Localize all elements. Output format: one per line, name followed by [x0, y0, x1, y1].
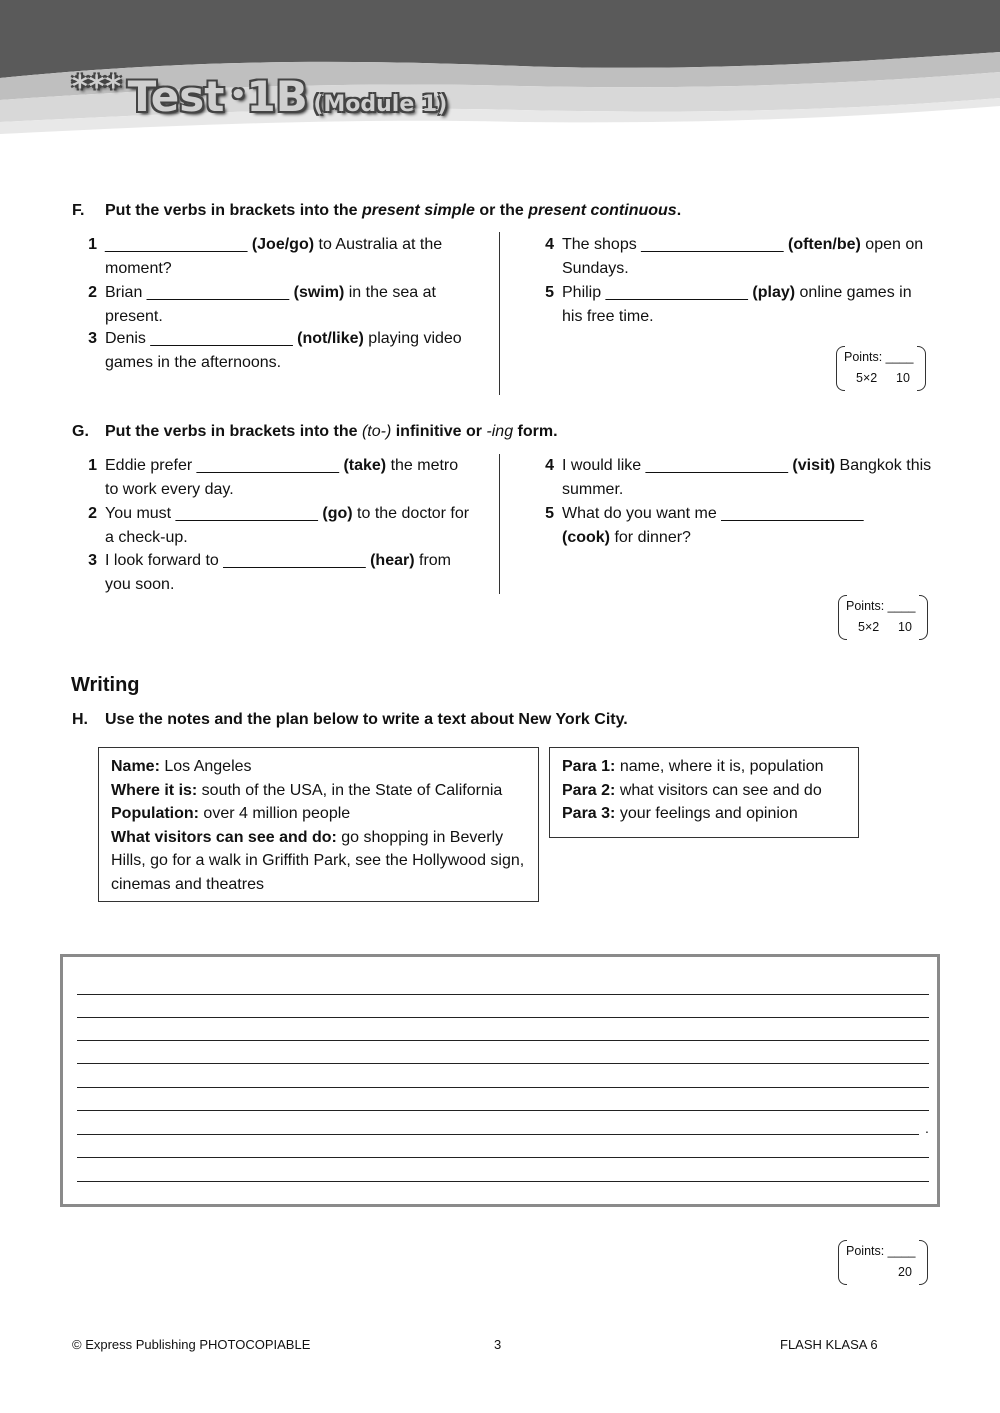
item-text: playing video games in the afternoons. [105, 330, 462, 371]
notes-label: Population: [111, 805, 199, 822]
notes-line [111, 802, 526, 826]
writing-line[interactable] [77, 1017, 929, 1018]
item-number: 1 [88, 236, 97, 253]
item-verb: (not/like) [297, 330, 364, 347]
item-verb: (take) [343, 457, 387, 474]
item-verb: (cook) [562, 528, 610, 546]
section-g-item-5 [545, 502, 892, 549]
item-text: from you soon. [105, 552, 451, 593]
title-bullet: • [229, 80, 247, 110]
plan-line [562, 802, 846, 826]
item-text: You must ________________ [105, 505, 323, 522]
section-h-letter: H. [72, 711, 88, 728]
section-g-instr-e: form. [513, 423, 558, 440]
plan-label: Para 1: [562, 758, 616, 775]
item-number: 5 [545, 505, 554, 522]
section-g-instr-d: -ing [486, 423, 514, 440]
section-f-item-5 [545, 281, 932, 328]
section-g-item-2 [88, 502, 475, 549]
notes-label: What visitors can see and do: [111, 828, 337, 846]
section-f-instr-d: present continuous [528, 202, 677, 219]
section-f-item-3 [88, 327, 475, 374]
item-text: What do you want me ________________ [562, 505, 864, 522]
title-stars: *** [72, 70, 123, 105]
item-verb: (play) [752, 284, 796, 301]
item-number: 5 [545, 284, 554, 301]
section-f-points [836, 346, 926, 392]
writing-line[interactable] [77, 1063, 929, 1064]
item-text: Brian ________________ [105, 284, 294, 301]
section-f-item-1 [88, 233, 475, 280]
section-f-instr-e: . [676, 202, 682, 219]
notes-line [111, 755, 526, 779]
section-f-instr-b: present simple [361, 202, 475, 219]
section-g-item-1 [88, 454, 475, 501]
test-title [72, 70, 447, 121]
item-number: 2 [88, 505, 97, 522]
item-text: Philip ________________ [562, 284, 753, 301]
notes-line [111, 826, 526, 897]
section-g-divider [499, 454, 500, 594]
notes-line [111, 779, 526, 803]
item-text: the metro to work every day. [105, 457, 459, 498]
item-verb: (go) [322, 505, 353, 522]
footer-book-title: FLASH KLASA 6 [780, 1337, 878, 1352]
item-text: for dinner? [610, 528, 691, 546]
item-verb: (Joe/go) [251, 236, 315, 253]
writing-heading: Writing [71, 674, 140, 696]
section-g-letter: G. [72, 423, 89, 440]
item-verb: (visit) [792, 457, 836, 474]
notes-label: Where it is: [111, 781, 198, 799]
title-code: 1B [246, 72, 308, 121]
item-text: online games in his free time. [562, 284, 912, 325]
item-text: The shops ________________ [562, 236, 788, 253]
plan-box [549, 747, 859, 838]
points-label: Points: ____ [846, 1244, 916, 1258]
section-f-divider [499, 232, 500, 395]
notes-text: Los Angeles [159, 758, 252, 775]
writing-line[interactable] [77, 1181, 929, 1182]
section-f-instr-a: Put the verbs in brackets into the [105, 202, 362, 219]
section-h-instruction: Use the notes and the plan below to write a text about New York City. [105, 711, 628, 728]
item-number: 1 [88, 457, 97, 474]
section-g-instr-b: (to-) [361, 423, 392, 440]
item-text: to Australia at the moment? [105, 236, 443, 277]
item-number: 4 [545, 457, 554, 474]
points-label: Points: ____ [846, 599, 916, 613]
item-text: ________________ [105, 236, 252, 253]
points-max: 10 [898, 620, 912, 634]
writing-line[interactable] [77, 1134, 919, 1135]
section-g-item-3 [88, 549, 475, 596]
section-f-item-2 [88, 281, 475, 328]
plan-label: Para 3: [562, 805, 616, 822]
writing-points [838, 1240, 928, 1286]
points-calc: 5×2 [858, 620, 880, 634]
section-f-heading [72, 202, 681, 220]
item-text: Denis ________________ [105, 330, 298, 347]
plan-text: name, where it is, population [615, 758, 824, 775]
plan-text: what visitors can see and do [615, 781, 822, 799]
section-g-points [838, 595, 928, 641]
item-verb: (swim) [293, 284, 345, 301]
item-number: 3 [88, 552, 97, 569]
plan-line [562, 755, 846, 779]
section-g-heading [72, 423, 558, 441]
notes-text: over 4 million people [198, 805, 351, 822]
section-f-item-4 [545, 233, 932, 280]
item-text: Bangkok this summer. [562, 457, 932, 498]
item-text: in the sea at present. [105, 284, 436, 325]
notes-label: Name: [111, 758, 160, 775]
title-test: Test [127, 72, 225, 121]
item-text: to the doctor for a check-up. [105, 505, 470, 546]
plan-line [562, 779, 846, 803]
points-label: Points: ____ [844, 350, 914, 364]
item-number: 3 [88, 330, 97, 347]
section-f-instr-c: or the [474, 202, 529, 219]
plan-text: your feelings and opinion [615, 805, 798, 822]
points-max: 20 [898, 1265, 912, 1279]
item-verb: (hear) [370, 552, 415, 569]
points-max: 10 [896, 371, 910, 385]
item-text: I look forward to ________________ [105, 552, 371, 569]
writing-line[interactable] [77, 994, 929, 995]
section-g-instr-c: infinitive or [391, 423, 487, 440]
footer-page-number: 3 [494, 1337, 502, 1352]
writing-dot: . [925, 1120, 929, 1136]
section-g-item-4 [545, 454, 932, 501]
plan-label: Para 2: [562, 781, 616, 799]
writing-area[interactable] [60, 954, 940, 1207]
item-text: Eddie prefer ________________ [105, 457, 344, 474]
title-module: (Module 1) [313, 92, 448, 117]
writing-line[interactable] [77, 1110, 929, 1111]
notes-box [98, 747, 539, 902]
writing-line[interactable] [77, 1040, 929, 1041]
notes-text: south of the USA, in the State of California [197, 781, 503, 799]
section-h-heading [72, 711, 628, 729]
item-text: open on Sundays. [562, 236, 924, 277]
item-number: 4 [545, 236, 554, 253]
footer-copyright: © Express Publishing PHOTOCOPIABLE [72, 1337, 311, 1352]
item-number: 2 [88, 284, 97, 301]
item-text: I would like ________________ [562, 457, 793, 474]
section-g-instr-a: Put the verbs in brackets into the [105, 423, 362, 440]
item-verb: (often/be) [787, 236, 861, 253]
notes-text: go shopping in Beverly Hills, go for a walk in Griffith Park, see the Hollywood sign, cinemas and theatres [111, 828, 525, 893]
points-calc: 5×2 [856, 371, 878, 385]
writing-line[interactable] [77, 1087, 929, 1088]
writing-line[interactable] [77, 1157, 929, 1158]
section-f-letter: F. [72, 202, 85, 219]
